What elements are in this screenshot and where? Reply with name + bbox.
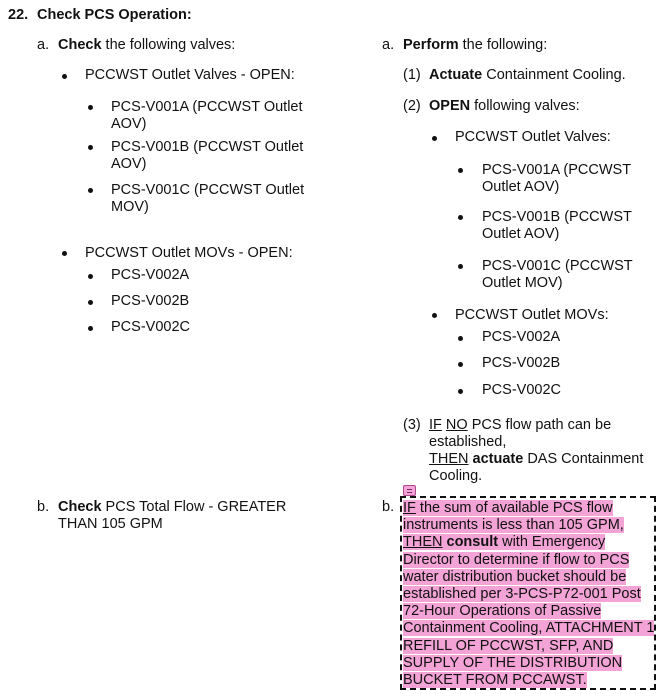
left-b-verb: Check — [58, 499, 102, 515]
left-group1-title: PCCWST Outlet Valves - OPEN: — [85, 67, 295, 83]
sub1-rest: Containment Cooling. — [482, 67, 626, 83]
bullet-icon — [458, 336, 463, 341]
bullet-icon — [458, 389, 463, 394]
bullet-icon — [88, 188, 93, 193]
sub3-if-keyword: IF — [429, 417, 442, 433]
bullet-icon — [458, 168, 463, 173]
right-b-then-keyword: THEN — [403, 534, 443, 551]
bullet-icon — [88, 145, 93, 150]
right-group2-item: PCS-V002A — [482, 329, 561, 345]
sub2-verb: OPEN — [429, 98, 471, 114]
left-a-verb: Check — [58, 37, 102, 53]
left-group2-item: PCS-V002A — [111, 267, 190, 283]
sub3-num: (3) — [403, 417, 421, 433]
bullet-icon — [62, 74, 67, 79]
bullet-icon — [88, 105, 93, 110]
right-group2-item: PCS-V002C — [482, 382, 561, 398]
step-number: 22. — [8, 7, 29, 23]
right-a-letter: a. — [382, 37, 395, 53]
left-b-letter: b. — [37, 499, 50, 515]
right-group1-title: PCCWST Outlet Valves: — [455, 129, 611, 145]
bullet-icon — [88, 326, 93, 331]
bullet-icon — [432, 313, 437, 318]
left-group1-item: PCS-V001B (PCCWST Outlet AOV) — [111, 139, 304, 172]
right-b-rest: with Emergency Director to determine if flow to PCS water distribution bucket should be established per 3-PCS-P72-001 Post 72-Hour Operations of Passive Containment Cooling, ATTACHMENT 1 REFILL OF PCCWST, SFP, AND SUPPLY OF THE DISTRIBUTION BUCKET FROM PCCAWST. — [403, 534, 655, 689]
sub3-no-keyword: NO — [445, 417, 468, 433]
sub2-num: (2) — [403, 98, 421, 114]
right-a-verb: Perform — [403, 37, 459, 53]
left-group1-item: PCS-V001A (PCCWST Outlet AOV) — [111, 99, 303, 132]
left-a-rest: the following valves: — [101, 37, 236, 53]
left-group2-item: PCS-V002C — [111, 319, 190, 335]
bullet-icon — [458, 362, 463, 367]
right-group1-item: PCS-V001C (PCCWST Outlet MOV) — [482, 258, 633, 291]
sub2-text — [429, 98, 580, 115]
left-group1-item: PCS-V001C (PCCWST Outlet MOV) — [111, 182, 305, 215]
bullet-icon — [62, 251, 67, 256]
bullet-icon — [458, 215, 463, 220]
sub3-condition: PCS flow path can be established, — [429, 417, 612, 450]
left-a-letter: a. — [37, 37, 50, 53]
sub3-then-keyword: THEN — [429, 451, 469, 467]
bullet-icon — [432, 136, 437, 141]
bullet-icon — [88, 300, 93, 305]
left-b-instruction — [58, 499, 308, 533]
right-group1-item: PCS-V001B (PCCWST Outlet AOV) — [482, 209, 632, 242]
sub3-rest: DAS Containment Cooling. — [429, 451, 644, 484]
right-b-highlighted-text — [403, 500, 655, 689]
left-group2-item: PCS-V002B — [111, 293, 190, 309]
sub3-text — [429, 417, 649, 485]
right-b-verb: consult — [446, 534, 499, 551]
right-b-condition: the sum of available PCS flow instruments is less than 105 GPM, — [403, 500, 624, 534]
right-b-if-keyword: IF — [403, 500, 416, 516]
right-a-instruction — [403, 37, 547, 54]
sub1-text — [429, 67, 626, 84]
left-group2-title: PCCWST Outlet MOVs - OPEN: — [85, 245, 293, 261]
bullet-icon — [458, 264, 463, 269]
right-group2-item: PCS-V002B — [482, 355, 561, 371]
step-title: Check PCS Operation: — [37, 7, 192, 23]
right-b-letter: b. — [382, 499, 395, 515]
right-a-rest: the following: — [458, 37, 548, 53]
sub1-num: (1) — [403, 67, 421, 83]
left-b-rest: PCS Total Flow - GREATER THAN 105 GPM — [58, 499, 287, 532]
comment-note-icon[interactable] — [403, 485, 416, 496]
right-group1-item: PCS-V001A (PCCWST Outlet AOV) — [482, 162, 631, 195]
left-a-instruction — [58, 37, 235, 54]
right-group2-title: PCCWST Outlet MOVs: — [455, 307, 609, 323]
bullet-icon — [88, 274, 93, 279]
sub1-verb: Actuate — [429, 67, 483, 83]
sub3-verb: actuate — [472, 451, 524, 467]
sub2-rest: following valves: — [470, 98, 580, 114]
